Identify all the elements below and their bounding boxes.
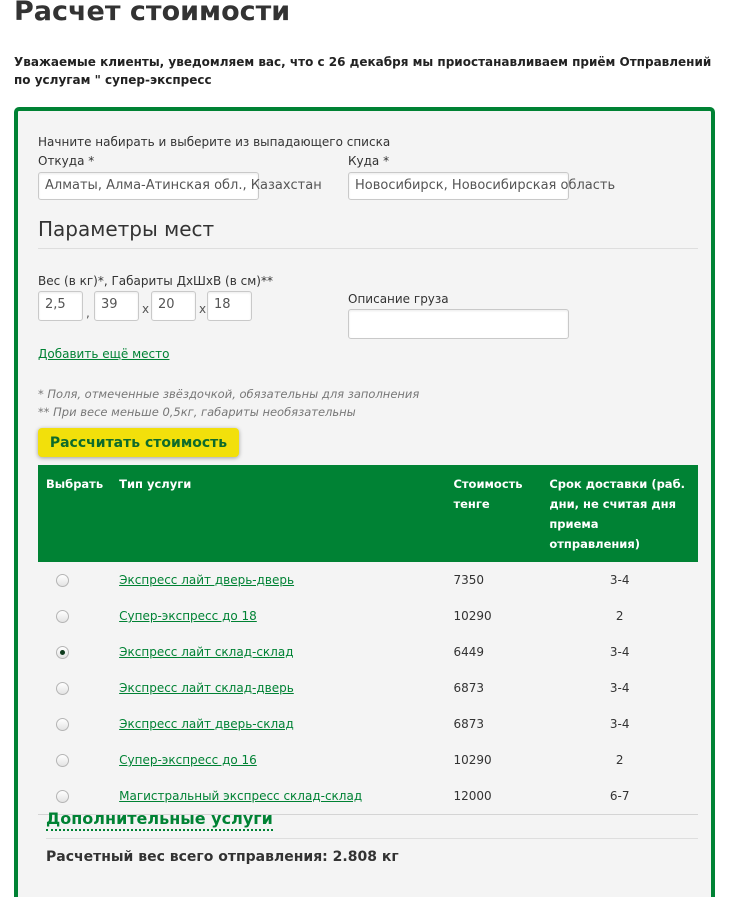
times-sign: x [142, 302, 150, 316]
cargo-description-label: Описание груза [348, 292, 449, 306]
term-cell: 3-4 [609, 681, 630, 695]
to-city-input[interactable]: Новосибирск, Новосибирская область [348, 172, 569, 200]
table-row [38, 742, 698, 778]
page-title: Расчет стоимости [14, 0, 291, 27]
service-link[interactable]: Супер-экспресс до 16 [119, 753, 257, 767]
service-link[interactable]: Экспресс лайт склад-дверь [119, 681, 294, 695]
calculate-cost-button[interactable]: Рассчитать стоимость [38, 428, 239, 457]
header-cost: Стоимость тенге [445, 465, 541, 562]
times-sign: x [199, 302, 207, 316]
calculator-panel [14, 107, 715, 897]
service-radio[interactable] [56, 754, 69, 767]
term-cell: 2 [615, 609, 624, 623]
table-row [38, 706, 698, 742]
rates-table [38, 465, 698, 815]
term-cell: 3-4 [609, 645, 630, 659]
header-delivery-term: Срок доставки (раб. дни, не считая дня приема отправления) [541, 465, 698, 562]
from-city-input[interactable]: Алматы, Алма-Атинская обл., Казахстан [38, 172, 259, 200]
header-select: Выбрать [38, 465, 111, 562]
table-row [38, 562, 698, 598]
add-place-link[interactable]: Добавить ещё место [38, 347, 170, 361]
places-section-title: Параметры мест [38, 217, 698, 249]
service-link[interactable]: Экспресс лайт дверь-склад [119, 717, 294, 731]
term-cell: 3-4 [609, 717, 630, 731]
section-divider [46, 838, 698, 839]
service-radio[interactable] [56, 574, 69, 587]
table-row [38, 634, 698, 670]
weight-input[interactable]: 2,5 [38, 291, 83, 321]
term-cell: 6-7 [541, 778, 698, 814]
cost-cell: 6873 [453, 717, 484, 731]
table-header-row [38, 465, 698, 562]
required-fields-note: * Поля, отмеченные звёздочкой, обязательны для заполнения [38, 387, 420, 401]
header-service-type: Тип услуги [111, 465, 445, 562]
service-radio[interactable] [56, 610, 69, 623]
cost-cell: 10290 [453, 753, 492, 767]
dimensions-label: Вес (в кг)*, Габариты ДхШхВ (в см)** [38, 274, 273, 288]
cost-cell: 6449 [453, 645, 484, 659]
service-radio[interactable] [56, 682, 69, 695]
service-link[interactable]: Экспресс лайт дверь-дверь [119, 573, 295, 587]
service-radio[interactable] [56, 790, 69, 803]
additional-services-toggle[interactable]: Дополнительные услуги [46, 809, 273, 831]
length-input[interactable]: 39 [94, 291, 139, 321]
cost-cell: 12000 [445, 778, 541, 814]
width-input[interactable]: 20 [151, 291, 196, 321]
service-link[interactable]: Супер-экспресс до 18 [119, 609, 257, 623]
term-cell: 2 [615, 753, 624, 767]
service-link[interactable]: Экспресс лайт склад-склад [119, 645, 294, 659]
height-input[interactable]: 18 [207, 291, 252, 321]
cost-cell: 10290 [453, 609, 492, 623]
cost-cell: 6873 [453, 681, 484, 695]
service-radio-selected[interactable] [56, 646, 69, 659]
service-radio[interactable] [56, 718, 69, 731]
cargo-description-input[interactable] [348, 309, 569, 339]
term-cell: 3-4 [609, 573, 630, 587]
service-link[interactable]: Магистральный экспресс склад-склад [119, 788, 363, 803]
table-row [38, 598, 698, 634]
service-notice: Уважаемые клиенты, уведомляем вас, что с 26 декабря мы приостанавливаем приём Отправлений по услугам " супер-экспресс [14, 55, 712, 87]
weight-separator: , [86, 306, 90, 320]
table-row [38, 670, 698, 706]
calculated-weight: Расчетный вес всего отправления: 2.808 кг [46, 849, 399, 865]
cost-cell: 7350 [453, 573, 484, 587]
to-label: Куда * [348, 154, 390, 168]
autocomplete-hint: Начните набирать и выберите из выпадающего списка [38, 135, 391, 149]
from-label: Откуда * [38, 154, 95, 168]
weight-dimensions-note: ** При весе меньше 0,5кг, габариты необязательны [38, 405, 356, 419]
